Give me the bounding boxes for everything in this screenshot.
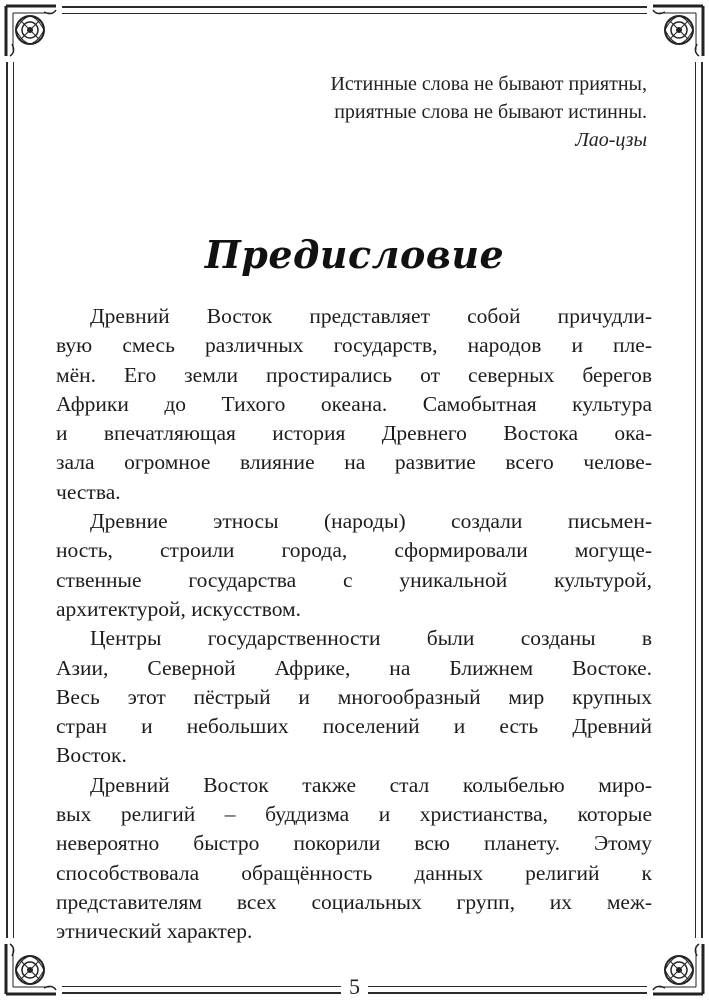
text-line: стран и небольших поселений и есть Древний — [56, 714, 652, 739]
text-line: этнический характер. — [56, 919, 253, 944]
paragraph — [56, 302, 652, 507]
text-line: способствовала обращённость данных религий к — [56, 860, 652, 885]
text-line: вую смесь различных государств, народов и пле- — [56, 333, 652, 358]
text-line: вых религий – буддизма и христианства, которые — [56, 802, 652, 827]
text-line: ственные государства с уникальной культурой, — [56, 567, 652, 592]
paragraph — [56, 624, 652, 770]
page-number — [0, 974, 709, 1000]
text-line: зала огромное влияние на развитие всего челове- — [56, 450, 652, 475]
text-line: представителям всех социальных групп, их меж- — [56, 889, 652, 914]
page-title: Предисловие — [204, 232, 505, 277]
text-line: Древний Восток также стал колыбелью миро- — [90, 772, 652, 797]
text-line: невероятно быстро покорили всю планету. Этому — [56, 831, 652, 856]
paragraph — [56, 507, 652, 624]
text-line: Азии, Северной Африке, на Ближнем Востоке. — [56, 655, 652, 680]
epigraph-line: приятные слова не бывают истинны. — [334, 101, 647, 123]
text-line: Африки до Тихого океана. Самобытная культура — [56, 391, 652, 416]
text-line: и впечатляющая история Древнего Востока ока- — [56, 421, 652, 446]
text-line: чества. — [56, 479, 121, 504]
ornament-corner-top-right-icon — [647, 0, 709, 62]
text-line: Весь этот пёстрый и многообразный мир крупных — [56, 684, 652, 709]
text-line: Восток. — [56, 743, 127, 768]
text-line: Древний Восток представляет собой причудли- — [90, 304, 652, 328]
page-number-value: 5 — [341, 974, 368, 999]
text-line: ность, строили города, сформировали могуще- — [56, 538, 652, 563]
text-line: архитектурой, искусством. — [56, 596, 302, 621]
text-line: Центры государственности были созданы в — [90, 626, 652, 651]
text-line: мён. Его земли простирались от северных берегов — [56, 362, 652, 387]
text-line: Древние этносы (народы) создали письмен- — [90, 509, 652, 534]
ornament-corner-top-left-icon — [0, 0, 62, 62]
epigraph — [330, 70, 647, 154]
body-text — [56, 302, 652, 947]
epigraph-author: Лао-цзы — [575, 129, 647, 151]
paragraph — [56, 771, 652, 947]
epigraph-line: Истинные слова не бывают приятны, — [330, 73, 647, 95]
